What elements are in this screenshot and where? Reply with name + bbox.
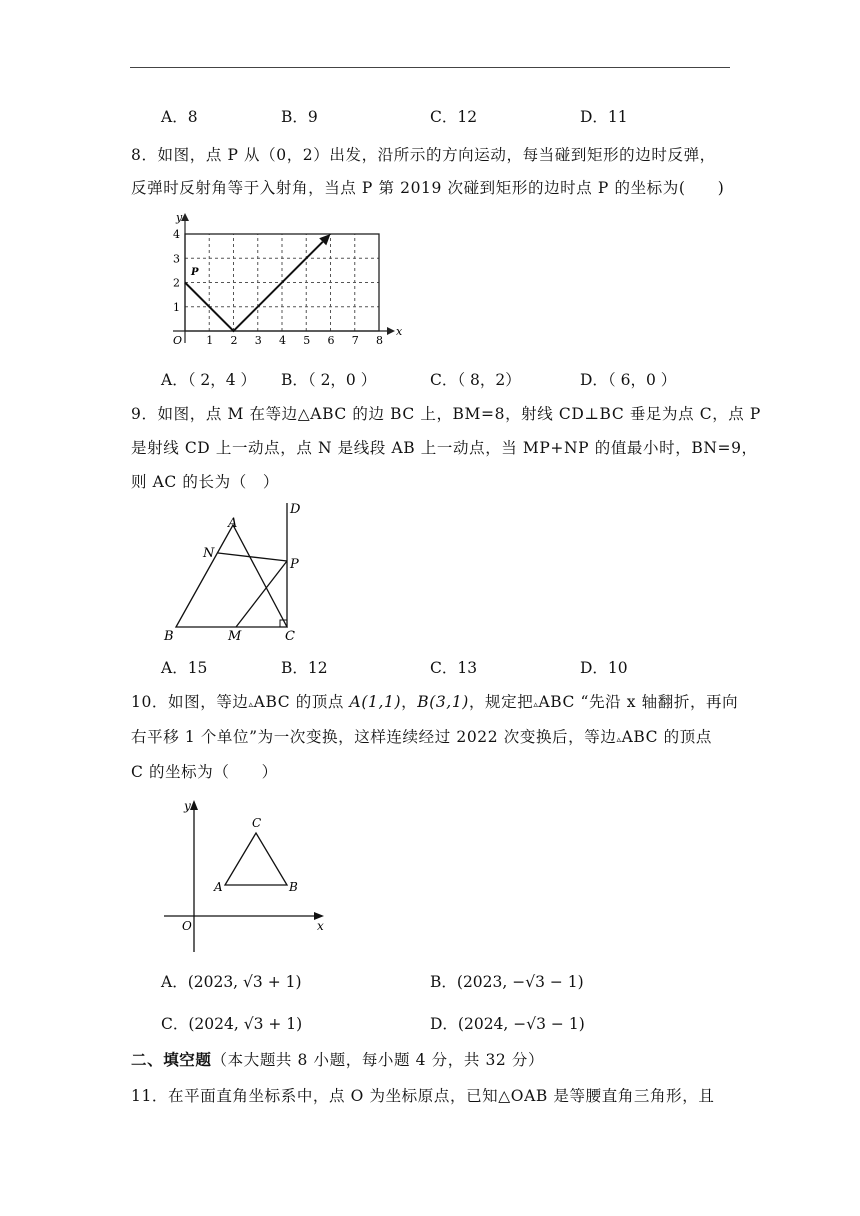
q10-coordinate-figure bbox=[160, 795, 340, 960]
q9-triangle-figure bbox=[160, 498, 320, 646]
q10-label-a: A bbox=[214, 880, 223, 894]
q11-stem-line1: 11．在平面直角坐标系中，点 O 为坐标原点，已知△OAB 是等腰直角三角形，且 bbox=[131, 1087, 715, 1105]
q8-stem-line2: 反弹时反射角等于入射角，当点 P 第 2019 次碰到矩形的边时点 P 的坐标为( ) bbox=[131, 179, 725, 197]
q8-x-tick-label: 4 bbox=[279, 334, 286, 347]
q10-label-c: C bbox=[252, 816, 262, 830]
q8-x-tick-label: 3 bbox=[254, 334, 262, 347]
q10-label-b: B bbox=[289, 880, 298, 894]
q8-stem-line1: 8．如图，点 P 从（0，2）出发，沿所示的方向运动，每当碰到矩形的边时反弹， bbox=[131, 146, 716, 164]
q8-y-tick-label: 3 bbox=[173, 252, 180, 266]
q8-x-axis-arrow bbox=[387, 327, 395, 335]
q10-triangle-symbol-3: ▵ bbox=[616, 735, 622, 745]
q10-origin-label: O bbox=[182, 919, 192, 933]
section2-heading-line bbox=[131, 1048, 544, 1070]
section2-note: （本大题共 8 小题，每小题 4 分，共 32 分） bbox=[211, 1051, 545, 1069]
q10-option-b[interactable]: B．(2023, −√3 − 1) bbox=[430, 973, 584, 991]
q7-option-b[interactable]: B．9 bbox=[281, 108, 318, 126]
q9-segment-np bbox=[218, 553, 287, 561]
q10-text-2b: ABC 的顶点 bbox=[621, 728, 712, 746]
q8-y-label: y bbox=[176, 211, 183, 224]
q8-option-b[interactable]: B．（ 2，0 ） bbox=[281, 371, 377, 389]
q10-text-1c: ， bbox=[401, 693, 418, 711]
q8-y-tick-label: 2 bbox=[173, 276, 180, 290]
q8-origin-label: O bbox=[173, 334, 183, 347]
q9-label-m: M bbox=[228, 629, 242, 644]
q9-stem-line1: 9．如图，点 M 在等边△ABC 的边 BC 上，BM=8，射线 CD⊥BC 垂足为点 C，点 P bbox=[131, 405, 761, 423]
q9-label-b: B bbox=[164, 629, 174, 644]
q8-motion-path bbox=[185, 242, 323, 331]
q8-option-a[interactable]: A．（ 2，4 ） bbox=[161, 371, 257, 389]
q8-x-tick-label: 8 bbox=[376, 334, 383, 347]
q9-stem-line2: 是射线 CD 上一动点，点 N 是线段 AB 上一动点，当 MP+NP 的值最小时，BN=9， bbox=[131, 439, 758, 457]
q8-x-tick-label: 1 bbox=[206, 334, 214, 347]
q9-option-c[interactable]: C．13 bbox=[430, 659, 478, 677]
q8-x-tick-label: 2 bbox=[230, 334, 238, 347]
q10-y-label: y bbox=[184, 799, 191, 813]
q10-option-d[interactable]: D．(2024, −√3 − 1) bbox=[430, 1015, 585, 1033]
q7-option-d[interactable]: D．11 bbox=[580, 108, 628, 126]
q8-x-tick-label: 7 bbox=[351, 334, 359, 347]
q8-x-tick-label: 6 bbox=[327, 334, 335, 347]
q10-y-axis-arrow bbox=[190, 800, 198, 810]
q10-triangle-symbol-2: ▵ bbox=[533, 700, 539, 710]
q9-option-a[interactable]: A．15 bbox=[161, 659, 208, 677]
q10-point-b: B(3,1) bbox=[417, 693, 469, 711]
q10-text-1d: ，规定把 bbox=[468, 693, 534, 711]
q7-option-c[interactable]: C．12 bbox=[430, 108, 478, 126]
q10-triangle-abc bbox=[225, 833, 287, 885]
q8-y-tick-label: 1 bbox=[173, 300, 180, 314]
q9-option-b[interactable]: B．12 bbox=[281, 659, 328, 677]
q10-text-1a: 10．如图，等边 bbox=[131, 693, 249, 711]
q10-text-1e: ABC “先沿 x 轴翻折，再向 bbox=[538, 693, 739, 711]
q9-triangle-abc bbox=[176, 525, 287, 627]
q9-label-p: P bbox=[290, 557, 299, 572]
q8-point-p-label: P bbox=[191, 267, 199, 278]
q10-x-label: x bbox=[317, 919, 324, 933]
q8-x-tick-label: 5 bbox=[303, 334, 311, 347]
q10-point-a: A(1,1) bbox=[349, 693, 402, 711]
q9-stem-line3: 则 AC 的长为（ ） bbox=[131, 473, 280, 491]
q8-option-c[interactable]: C．（ 8，2） bbox=[430, 371, 521, 389]
q10-stem-line1 bbox=[131, 690, 738, 712]
q10-triangle-symbol: ▵ bbox=[248, 700, 254, 710]
q8-option-d[interactable]: D．（ 6，0 ） bbox=[580, 371, 677, 389]
header-rule bbox=[130, 67, 730, 68]
q9-label-n: N bbox=[203, 546, 215, 561]
q9-segment-mp bbox=[236, 561, 287, 627]
q8-grid-figure bbox=[163, 205, 413, 355]
q10-option-a[interactable]: A．(2023, √3 + 1) bbox=[161, 973, 302, 991]
q9-option-d[interactable]: D．10 bbox=[580, 659, 628, 677]
q10-text-2a: 右平移 1 个单位”为一次变换，这样连续经过 2022 次变换后，等边 bbox=[131, 728, 617, 746]
q10-stem-line2 bbox=[131, 725, 712, 747]
q10-stem-line3: C 的坐标为（ ） bbox=[131, 763, 278, 781]
section2-heading: 二、填空题 bbox=[131, 1050, 212, 1069]
q8-y-tick-label: 4 bbox=[173, 228, 180, 241]
q7-option-a[interactable]: A．8 bbox=[161, 108, 198, 126]
q9-label-c: C bbox=[285, 629, 295, 644]
q10-text-1b: ABC 的顶点 bbox=[253, 693, 350, 711]
q10-option-c[interactable]: C．(2024, √3 + 1) bbox=[161, 1015, 303, 1033]
q8-x-label: x bbox=[396, 325, 403, 338]
q9-label-a: A bbox=[228, 516, 238, 531]
q9-label-d: D bbox=[290, 502, 301, 517]
